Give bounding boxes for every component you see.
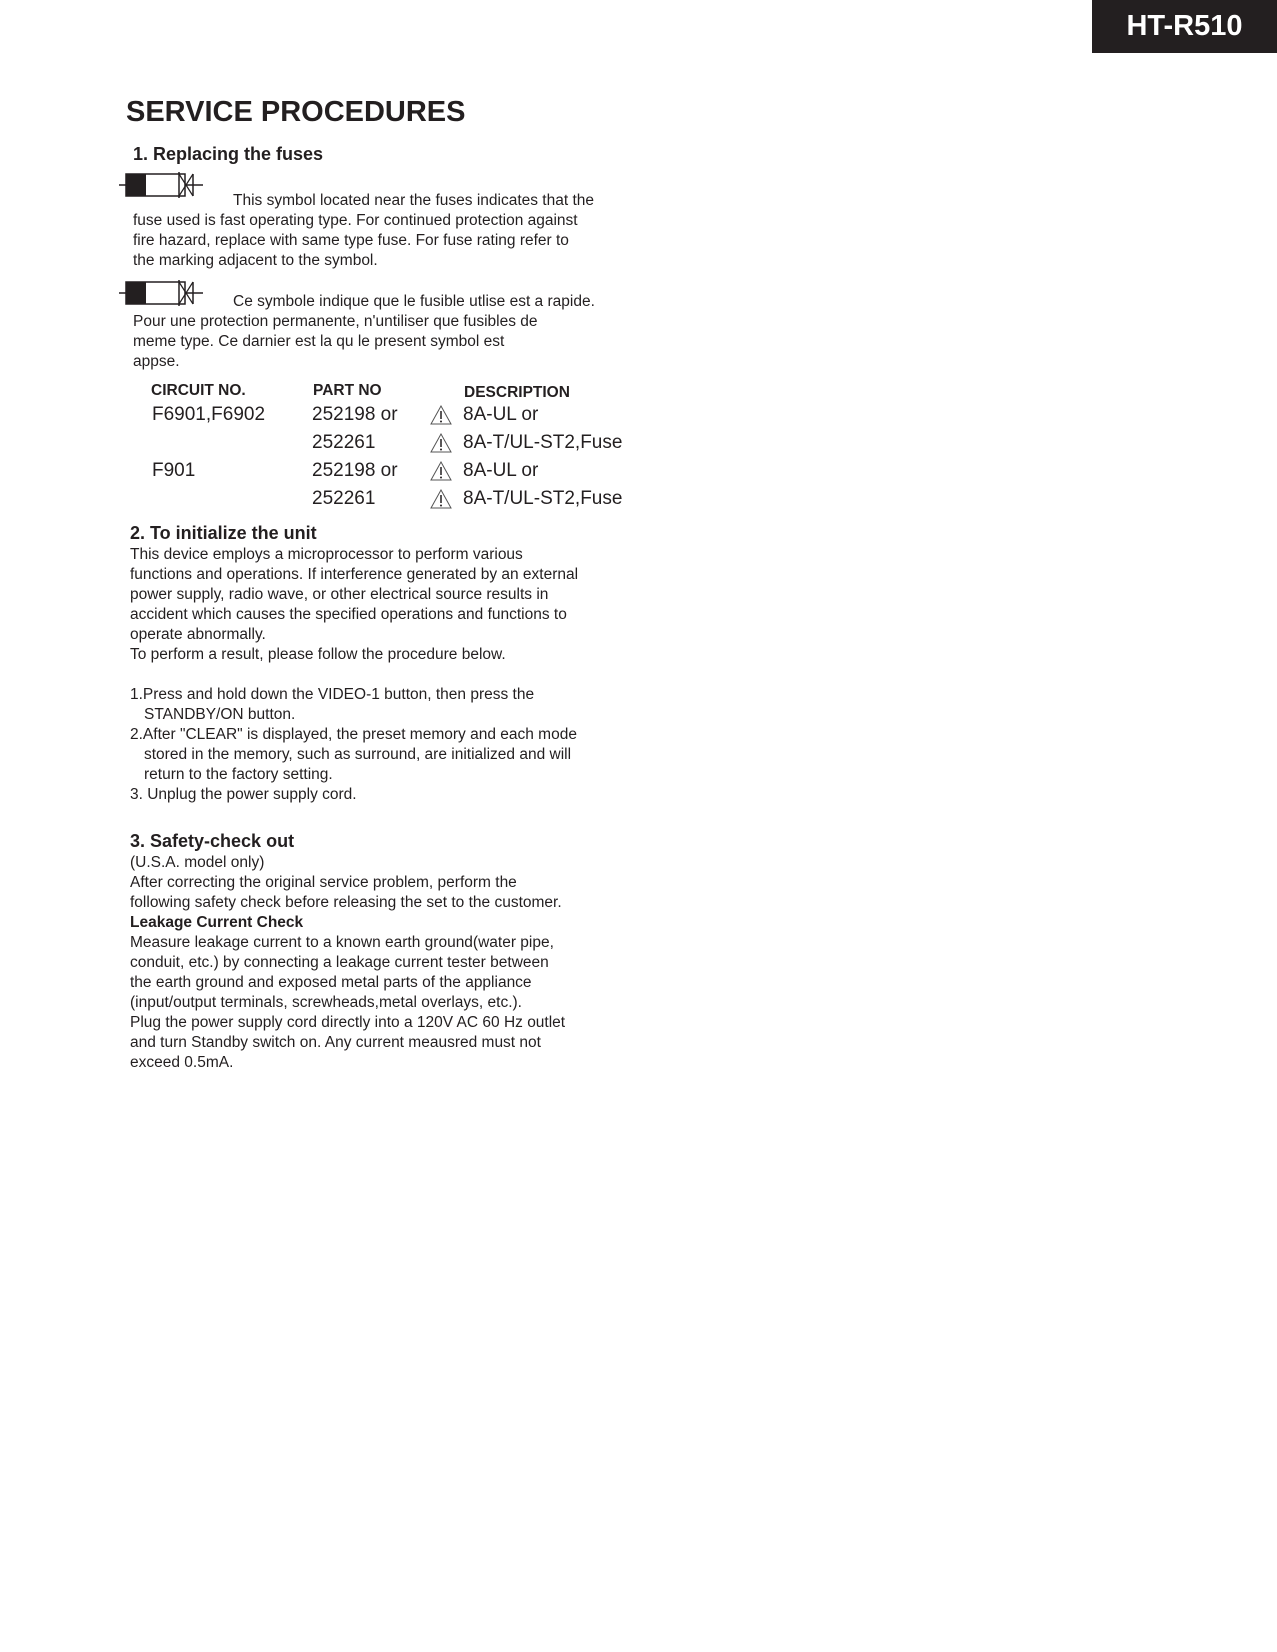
leakage-subheading: Leakage Current Check: [130, 914, 304, 931]
intro-line: To perform a result, please follow the procedure below.: [130, 646, 506, 663]
warning-triangle-icon: [430, 461, 452, 481]
part-cell: 252261: [312, 488, 376, 509]
intro-line: operate abnormally.: [130, 626, 266, 643]
description-cell: 8A-T/UL-ST2,Fuse: [463, 488, 623, 509]
procedure-step-1: 1.Press and hold down the VIDEO-1 button, then press the STANDBY/ON button.: [130, 686, 535, 723]
leakage-line: and turn Standby switch on. Any current meausred must not: [130, 1034, 541, 1051]
safety-line: (U.S.A. model only): [130, 854, 265, 871]
warning-triangle-icon: [430, 405, 452, 425]
section3-heading: 3. Safety-check out: [130, 831, 295, 851]
safety-line: After correcting the original service problem, perform the: [130, 874, 517, 891]
french-line-3: meme type. Ce darnier est la qu le present symbol est: [133, 333, 505, 350]
warning-triangle-icon: [430, 489, 452, 509]
leakage-line: Plug the power supply cord directly into a 120V AC 60 Hz outlet: [130, 1014, 566, 1031]
leakage-line: the earth ground and exposed metal parts of the appliance: [130, 974, 532, 991]
section2-heading: 2. To initialize the unit: [130, 523, 317, 543]
model-name: HT-R510: [1126, 10, 1243, 42]
table-header-part: PART NO: [313, 382, 382, 399]
intro-line: This device employs a microprocessor to perform various: [130, 546, 523, 563]
fast-fuse-symbol-icon: [119, 172, 203, 198]
safety-line: following safety check before releasing the set to the customer.: [130, 894, 562, 911]
leakage-line: conduit, etc.) by connecting a leakage current tester between: [130, 954, 549, 971]
leakage-line: Measure leakage current to a known earth ground(water pipe,: [130, 934, 554, 951]
part-cell: 252198 or: [312, 404, 398, 425]
french-line-2: Pour une protection permanente, n'untiliser que fusibles de: [133, 313, 538, 330]
english-line-3: fire hazard, replace with same type fuse. For fuse rating refer to: [133, 232, 569, 249]
description-cell: 8A-UL or: [463, 460, 539, 481]
part-cell: 252261: [312, 432, 376, 453]
intro-line: accident which causes the specified operations and functions to: [130, 606, 567, 623]
table-header-circuit: CIRCUIT NO.: [151, 382, 246, 399]
description-cell: 8A-UL or: [463, 404, 539, 425]
description-cell: 8A-T/UL-ST2,Fuse: [463, 432, 623, 453]
procedure-step-2: 2.After "CLEAR" is displayed, the preset memory and each mode stored in the memory, such as surround, are initialized and will return to the factory setting.: [130, 726, 577, 783]
table-header-description: DESCRIPTION: [464, 384, 570, 401]
section1-heading: 1. Replacing the fuses: [133, 144, 324, 164]
intro-line: power supply, radio wave, or other electrical source results in: [130, 586, 549, 603]
procedure-step-3: 3. Unplug the power supply cord.: [130, 786, 357, 803]
warning-triangle-icon: [430, 433, 452, 453]
model-badge: [1092, 0, 1277, 53]
leakage-line: exceed 0.5mA.: [130, 1054, 234, 1071]
circuit-cell: F6901,F6902: [152, 404, 266, 425]
english-line-4: the marking adjacent to the symbol.: [133, 252, 378, 269]
english-line-2: fuse used is fast operating type. For continued protection against: [133, 212, 578, 229]
part-cell: 252198 or: [312, 460, 398, 481]
french-line-1: Ce symbole indique que le fusible utlise est a rapide.: [233, 293, 595, 310]
english-line-1: This symbol located near the fuses indicates that the: [233, 192, 595, 209]
french-line-4: appse.: [133, 353, 180, 370]
intro-line: functions and operations. If interference generated by an external: [130, 566, 579, 583]
page-title: SERVICE PROCEDURES: [126, 96, 466, 128]
leakage-line: (input/output terminals, screwheads,metal overlays, etc.).: [130, 994, 522, 1011]
fast-fuse-symbol-icon: [119, 280, 203, 306]
circuit-cell: F901: [152, 460, 196, 481]
